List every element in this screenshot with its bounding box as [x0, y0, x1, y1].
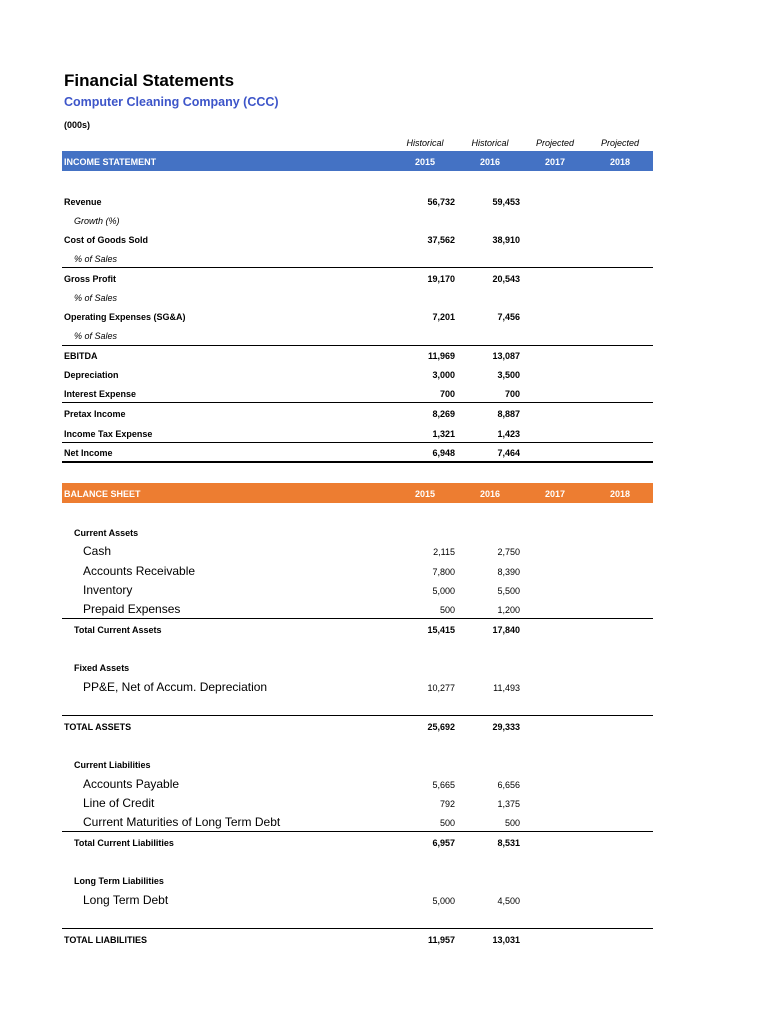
value-2016: 4,500 — [497, 896, 520, 906]
value-2016: 8,887 — [497, 409, 520, 419]
value-2016: 59,453 — [492, 197, 520, 207]
income-statement-header — [62, 151, 653, 171]
row-label: Prepaid Expenses — [83, 602, 181, 616]
value-2015: 3,000 — [432, 370, 455, 380]
divider — [62, 345, 653, 346]
value-2016: 38,910 — [492, 235, 520, 245]
divider — [62, 831, 653, 832]
value-2015: 15,415 — [427, 625, 455, 635]
row-sga-pct — [62, 327, 653, 346]
value-2015: 5,665 — [432, 780, 455, 790]
row-growth — [62, 212, 653, 231]
value-2015: 19,170 — [427, 274, 455, 284]
row-label: Long Term Debt — [83, 893, 169, 907]
row-line-of-credit — [62, 795, 653, 814]
row-label: Cash — [83, 544, 112, 558]
value-2015: 11,957 — [427, 935, 455, 945]
value-2015: 500 — [439, 605, 455, 615]
row-label: EBITDA — [64, 351, 98, 361]
column-label-2015: Historical — [406, 138, 444, 148]
row-accounts-receivable — [62, 563, 653, 582]
value-2015: 11,969 — [427, 351, 455, 361]
row-label: Cost of Goods Sold — [64, 235, 148, 245]
row-label: PP&E, Net of Accum. Depreciation — [83, 680, 268, 694]
row-label: % of Sales — [74, 293, 118, 303]
value-2016: 13,031 — [492, 935, 520, 945]
row-label: % of Sales — [74, 331, 118, 341]
section-label: Current Liabilities — [74, 760, 151, 770]
value-2016: 700 — [504, 389, 520, 399]
section-current-liabilities — [62, 756, 653, 775]
year-2017: 2017 — [544, 157, 566, 167]
row-label: Accounts Receivable — [83, 564, 196, 578]
year-2017: 2017 — [544, 489, 566, 499]
value-2015: 8,269 — [432, 409, 455, 419]
value-2015: 1,321 — [432, 429, 455, 439]
row-total-current-assets — [62, 621, 653, 640]
value-2016: 20,543 — [492, 274, 520, 284]
divider — [62, 618, 653, 619]
row-cogs — [62, 231, 653, 250]
value-2015: 5,000 — [432, 586, 455, 596]
value-2015: 2,115 — [433, 547, 455, 557]
row-sga — [62, 308, 653, 327]
row-label: Growth (%) — [74, 216, 120, 226]
row-total-current-liabilities — [62, 834, 653, 853]
row-cash — [62, 543, 653, 562]
column-label-2018: Projected — [600, 138, 640, 148]
section-fixed-assets — [62, 659, 653, 678]
row-ebitda — [62, 347, 653, 366]
row-revenue — [62, 193, 653, 212]
row-label: Revenue — [64, 197, 102, 207]
row-label: Accounts Payable — [83, 777, 180, 791]
value-2016: 500 — [504, 818, 520, 828]
row-inventory — [62, 582, 653, 601]
row-label: Inventory — [83, 583, 133, 597]
row-long-term-debt — [62, 892, 653, 911]
column-label-2017: Projected — [535, 138, 575, 148]
divider — [62, 267, 653, 268]
row-label: Total Current Assets — [74, 625, 162, 635]
row-total-liabilities — [62, 931, 653, 950]
row-label: Pretax Income — [64, 409, 126, 419]
row-label: Net Income — [64, 448, 113, 458]
value-2016: 8,390 — [497, 567, 520, 577]
value-2016: 13,087 — [492, 351, 520, 361]
value-2016: 3,500 — [497, 370, 520, 380]
value-2016: 6,656 — [497, 780, 520, 790]
value-2015: 56,732 — [427, 197, 455, 207]
section-label: Fixed Assets — [74, 663, 130, 673]
row-label: Depreciation — [64, 370, 119, 380]
value-2016: 2,750 — [497, 547, 520, 557]
value-2016: 29,333 — [492, 722, 520, 732]
year-2018: 2018 — [609, 489, 631, 499]
column-label-2016: Historical — [471, 138, 509, 148]
value-2016: 17,840 — [492, 625, 520, 635]
units-label: (000s) — [64, 120, 91, 130]
value-2015: 792 — [439, 799, 455, 809]
value-2016: 1,423 — [497, 429, 520, 439]
year-2018: 2018 — [609, 157, 631, 167]
row-gross-profit-pct — [62, 289, 653, 308]
balance-sheet-title: BALANCE SHEET — [64, 489, 141, 499]
row-pretax-income — [62, 405, 653, 424]
row-gross-profit — [62, 270, 653, 289]
row-label: Operating Expenses (SG&A) — [64, 312, 186, 322]
row-label: Current Maturities of Long Term Debt — [83, 815, 281, 829]
page-title: Financial Statements — [64, 71, 235, 90]
value-2015: 37,562 — [427, 235, 455, 245]
row-label: Total Current Liabilities — [74, 838, 174, 848]
value-2015: 500 — [439, 818, 455, 828]
row-label: TOTAL LIABILITIES — [64, 935, 147, 945]
divider — [62, 402, 653, 403]
section-current-assets — [62, 524, 653, 543]
section-long-term-liabilities — [62, 872, 653, 891]
value-2015: 700 — [439, 389, 455, 399]
row-total-assets — [62, 718, 653, 737]
row-ppe — [62, 679, 653, 698]
double-divider — [62, 461, 653, 463]
row-label: % of Sales — [74, 254, 118, 264]
value-2015: 5,000 — [432, 896, 455, 906]
row-label: Gross Profit — [64, 274, 117, 284]
value-2015: 6,957 — [432, 838, 455, 848]
company-name: Computer Cleaning Company (CCC) — [64, 95, 279, 109]
divider — [62, 715, 653, 716]
value-2016: 7,464 — [497, 448, 520, 458]
row-label: Line of Credit — [83, 796, 155, 810]
row-label: Income Tax Expense — [64, 429, 153, 439]
income-statement-title: INCOME STATEMENT — [64, 157, 157, 167]
row-accounts-payable — [62, 776, 653, 795]
row-label: TOTAL ASSETS — [64, 722, 132, 732]
value-2015: 25,692 — [427, 722, 455, 732]
value-2016: 5,500 — [497, 586, 520, 596]
value-2016: 8,531 — [497, 838, 520, 848]
year-2016: 2016 — [479, 489, 501, 499]
year-2015: 2015 — [414, 489, 436, 499]
value-2016: 1,375 — [497, 799, 520, 809]
value-2015: 6,948 — [432, 448, 455, 458]
value-2015: 7,800 — [432, 567, 455, 577]
value-2016: 7,456 — [497, 312, 520, 322]
section-label: Current Assets — [74, 528, 139, 538]
row-depreciation — [62, 366, 653, 385]
balance-sheet-header — [62, 483, 653, 503]
divider — [62, 442, 653, 443]
year-2016: 2016 — [479, 157, 501, 167]
value-2016: 1,200 — [497, 605, 520, 615]
year-2015: 2015 — [414, 157, 436, 167]
section-label: Long Term Liabilities — [74, 876, 164, 886]
divider — [62, 928, 653, 929]
value-2015: 7,201 — [432, 312, 455, 322]
value-2016: 11,493 — [493, 683, 520, 693]
value-2015: 10,277 — [427, 683, 455, 693]
row-label: Interest Expense — [64, 389, 137, 399]
